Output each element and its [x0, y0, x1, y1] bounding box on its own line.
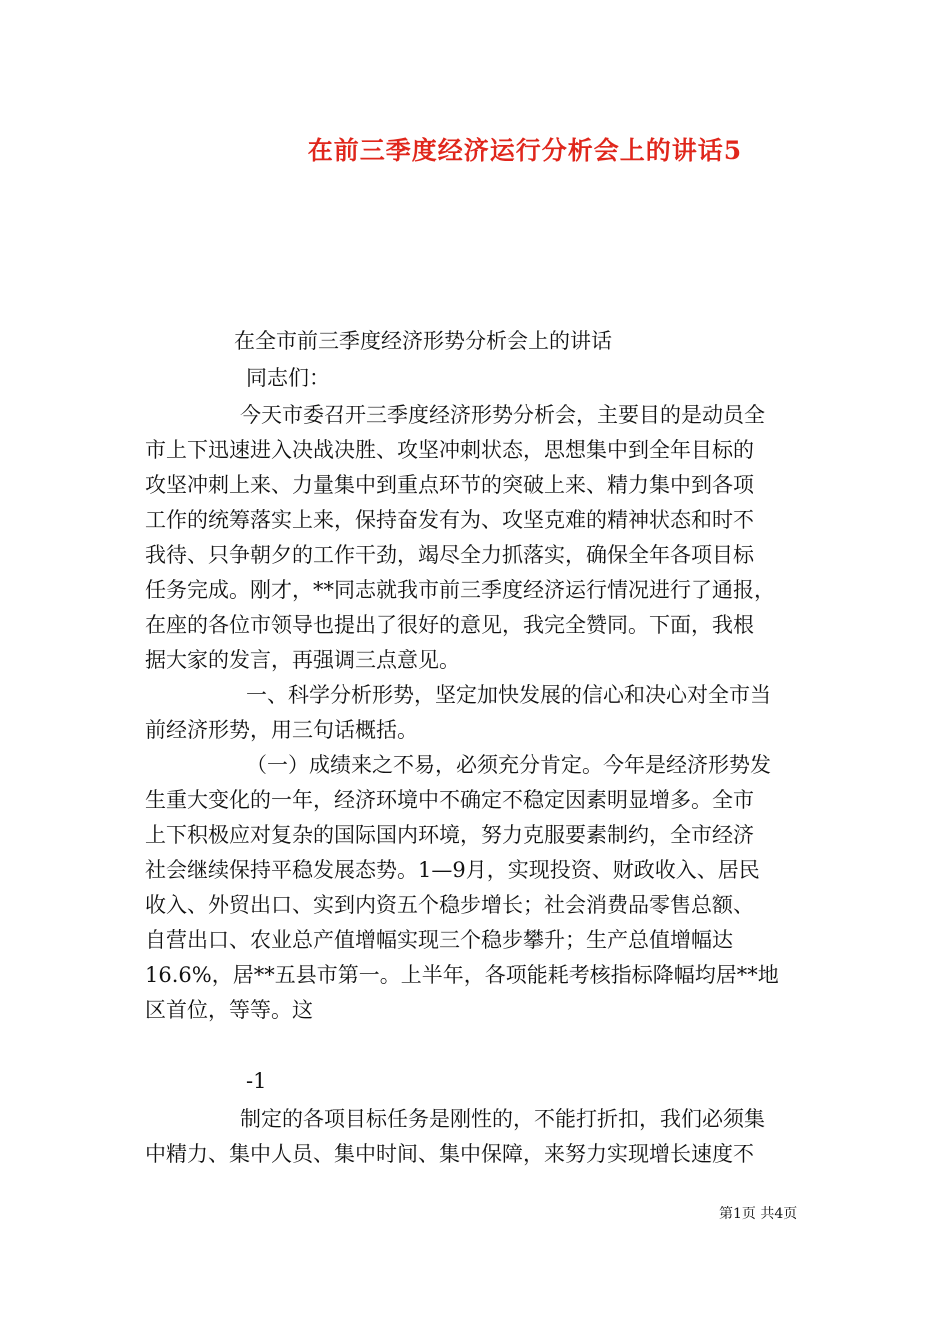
salutation: 同志们：: [246, 366, 330, 390]
speech-subtitle: 在全市前三季度经济形势分析会上的讲话: [234, 329, 612, 353]
paragraph-line: 社会继续保持平稳发展态势。1—9月，实现投资、财政收入、居民: [145, 858, 760, 882]
paragraph-line: 今天市委召开三季度经济形势分析会，主要目的是动员全: [240, 403, 765, 427]
paragraph-line: 中精力、集中人员、集中时间、集中保障，来努力实现增长速度不: [145, 1142, 754, 1166]
paragraph-line: 工作的统筹落实上来，保持奋发有为、攻坚克难的精神状态和时不: [145, 508, 754, 532]
paragraph-line: 市上下迅速进入决战决胜、攻坚冲刺状态，思想集中到全年目标的: [145, 438, 754, 462]
paragraph-line: 攻坚冲刺上来、力量集中到重点环节的突破上来、精力集中到各项: [145, 473, 754, 497]
paragraph-line: 制定的各项目标任务是刚性的，不能打折扣，我们必须集: [240, 1107, 765, 1131]
body-block-1: [145, 398, 825, 1028]
document-title: 在前三季度经济运行分析会上的讲话5: [307, 136, 743, 165]
paragraph-line: 任务完成。刚才，**同志就我市前三季度经济运行情况进行了通报，: [145, 578, 775, 602]
paragraph-line: 自营出口、农业总产值增幅实现三个稳步攀升；生产总值增幅达: [145, 928, 733, 952]
subsection-heading-line: （一）成绩来之不易，必须充分肯定。今年是经济形势发: [246, 753, 771, 777]
paragraph-line: 据大家的发言，再强调三点意见。: [145, 648, 460, 672]
paragraph-line: 16.6%，居**五县市第一。上半年，各项能耗考核指标降幅均居**地: [145, 963, 779, 987]
paragraph-line: 前经济形势，用三句话概括。: [145, 718, 418, 742]
section-heading-line: 一、科学分析形势，坚定加快发展的信心和决心对全市当: [246, 683, 771, 707]
paragraph-line: 上下积极应对复杂的国际国内环境，努力克服要素制约，全市经济: [145, 823, 754, 847]
body-block-2: [145, 1102, 825, 1172]
paragraph-line: 在座的各位市领导也提出了很好的意见，我完全赞同。下面，我根: [145, 613, 754, 637]
paragraph-line: 区首位，等等。这: [145, 998, 313, 1022]
paragraph-line: 收入、外贸出口、实到内资五个稳步增长；社会消费品零售总额、: [145, 893, 754, 917]
inline-page-marker: -1: [246, 1069, 267, 1093]
paragraph-line: 生重大变化的一年，经济环境中不确定不稳定因素明显增多。全市: [145, 788, 754, 812]
page-footer: 第1页 共4页: [719, 1206, 798, 1222]
paragraph-line: 我待、只争朝夕的工作干劲，竭尽全力抓落实，确保全年各项目标: [145, 543, 754, 567]
